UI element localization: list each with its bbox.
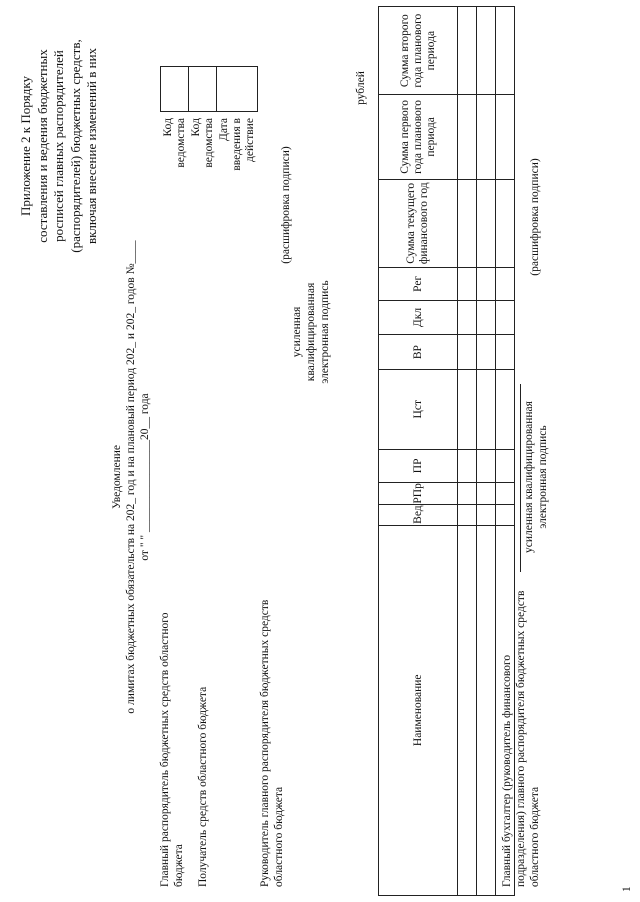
table-cell[interactable] <box>496 95 515 179</box>
table-cell[interactable] <box>496 369 515 449</box>
page-number: 1 <box>621 886 633 892</box>
col-pr: ПР <box>379 449 458 483</box>
main-manager-field: Главный распорядитель бюджетных средств областного бюджета <box>159 612 185 887</box>
notice-title-block <box>110 182 152 772</box>
limits-table <box>378 6 515 896</box>
col-sum-first: Сумма первого года планового периода <box>379 95 458 179</box>
code-dept-label-2: Код ведомства <box>189 118 215 168</box>
code-dept-label: Код ведомства <box>161 118 187 168</box>
esig-2: усиленная квалифицированная электронная подпись <box>523 401 549 553</box>
col-vr: ВР <box>379 335 458 370</box>
appendix-line: включая внесение изменений в них <box>84 47 99 245</box>
table-cell[interactable] <box>496 179 515 267</box>
table-row <box>477 7 496 896</box>
table-cell[interactable] <box>458 300 477 335</box>
appendix-line: (распорядителей) бюджетных средств, <box>67 39 83 253</box>
col-sum-current: Сумма текущего финансового год <box>379 179 458 267</box>
table-cell[interactable] <box>477 369 496 449</box>
appendix-line: составления и ведения бюджетных <box>34 49 50 243</box>
table-cell[interactable] <box>477 267 496 300</box>
appendix-line: росписей главных распорядителей <box>51 50 66 242</box>
table-row <box>458 7 477 896</box>
col-reg: Рег <box>379 267 458 300</box>
table-cell[interactable] <box>458 267 477 300</box>
table-cell[interactable] <box>477 449 496 483</box>
code-dept-value-box[interactable] <box>161 67 189 112</box>
appendix-line: Приложение 2 к Порядку <box>18 76 33 216</box>
accountant-signature-label: Главный бухгалтер (руководитель финансового подразделения) главного распорядителя бюджетных средств областного бюджета <box>501 590 541 887</box>
table-cell[interactable] <box>496 335 515 370</box>
table-cell[interactable] <box>477 7 496 95</box>
table-cell[interactable] <box>496 300 515 335</box>
table-cell[interactable] <box>496 504 515 525</box>
table-cell[interactable] <box>496 267 515 300</box>
table-cell[interactable] <box>458 335 477 370</box>
table-cell[interactable] <box>458 483 477 504</box>
unit-label: рублей <box>355 71 367 105</box>
col-name: Наименование <box>379 525 458 895</box>
table-cell[interactable] <box>477 95 496 179</box>
recipient-field: Получатель средств областного бюджета <box>197 686 209 887</box>
col-cst: Цст <box>379 369 458 449</box>
appendix-header <box>18 15 101 277</box>
table-cell[interactable] <box>458 504 477 525</box>
table-cell[interactable] <box>458 525 477 895</box>
table-cell[interactable] <box>477 179 496 267</box>
table-cell[interactable] <box>458 179 477 267</box>
decode-signature-1: (расшифровка подписи) <box>280 146 292 264</box>
effective-date-value-box[interactable] <box>217 67 258 112</box>
notice-date: от " " ________________20__ года <box>139 393 151 561</box>
code-dept-value-box-2[interactable] <box>189 67 217 112</box>
table-cell[interactable] <box>458 369 477 449</box>
table-cell[interactable] <box>458 7 477 95</box>
table-header-row <box>379 7 458 896</box>
effective-date-label: Дата введения в действие <box>217 118 256 171</box>
decode-signature-2: (расшифровка подписи) <box>529 158 541 276</box>
table-cell[interactable] <box>496 483 515 504</box>
notice-title: Уведомление <box>111 444 123 510</box>
head-signature-label: Руководитель главного распорядителя бюджетных средств областного бюджета <box>259 599 285 887</box>
table-cell[interactable] <box>477 335 496 370</box>
esig-1: усиленная квалифицированная электронная подпись <box>291 280 331 384</box>
table-cell[interactable] <box>477 483 496 504</box>
table-cell[interactable] <box>458 95 477 179</box>
notice-subject: о лимитах бюджетных обязательств на 202_ год и на плановый период 202_ и 202_ годов №____ <box>125 240 137 714</box>
table-cell[interactable] <box>496 7 515 95</box>
table-cell[interactable] <box>458 449 477 483</box>
codes-table <box>160 66 258 176</box>
table-cell[interactable] <box>477 504 496 525</box>
signature-line <box>520 384 521 572</box>
col-ved: Вед <box>379 504 458 525</box>
table-cell[interactable] <box>477 300 496 335</box>
table-cell[interactable] <box>496 449 515 483</box>
col-dkl: Дкл <box>379 300 458 335</box>
col-sum-second: Сумма второго года планового периода <box>379 7 458 95</box>
table-cell[interactable] <box>477 525 496 895</box>
col-rpr: РПр <box>379 483 458 504</box>
